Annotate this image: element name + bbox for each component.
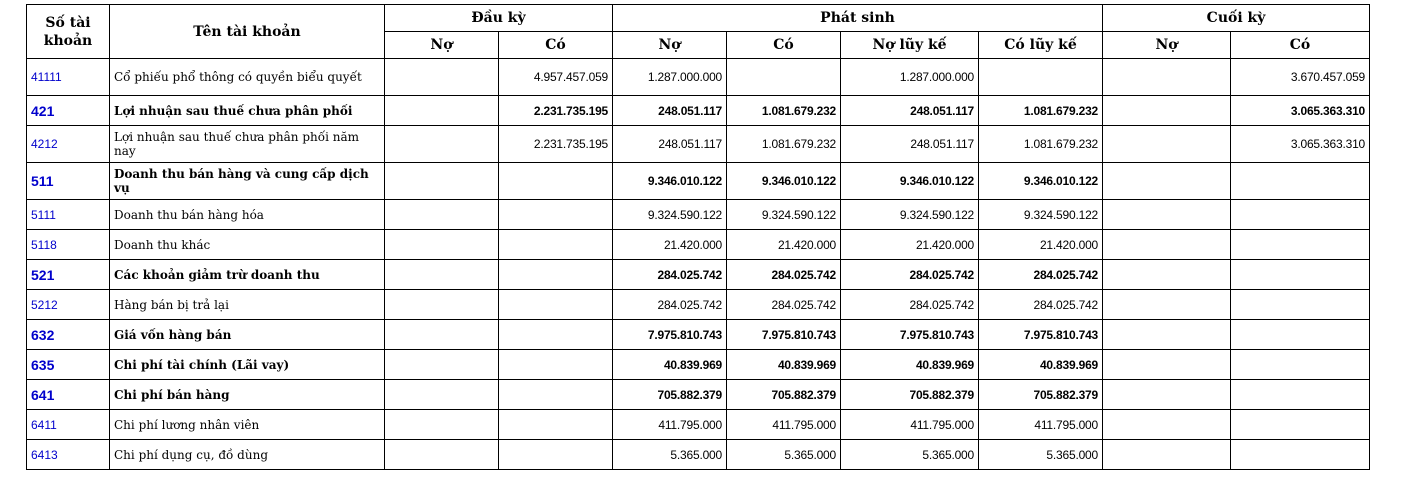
account-code-link[interactable]: 6411 bbox=[27, 410, 110, 440]
amount-cell-ck-co: 3.065.363.310 bbox=[1231, 126, 1370, 163]
table-row bbox=[27, 380, 1370, 410]
table-row bbox=[27, 260, 1370, 290]
amount-cell-dk-no bbox=[385, 410, 499, 440]
amount-cell-ck-no bbox=[1103, 126, 1231, 163]
amount-cell-lk-co: 411.795.000 bbox=[979, 410, 1103, 440]
amount-cell-ps-no: 248.051.117 bbox=[613, 96, 727, 126]
header-closing-credit: Có bbox=[1231, 32, 1370, 59]
header-opening-credit: Có bbox=[499, 32, 613, 59]
amount-cell-ps-co: 40.839.969 bbox=[727, 350, 841, 380]
amount-cell-dk-co bbox=[499, 260, 613, 290]
table-row bbox=[27, 163, 1370, 200]
account-name: Doanh thu bán hàng hóa bbox=[110, 200, 385, 230]
header-account-name: Tên tài khoản bbox=[110, 5, 385, 59]
amount-cell-ck-no bbox=[1103, 440, 1231, 470]
amount-cell-dk-no bbox=[385, 96, 499, 126]
amount-cell-lk-co bbox=[979, 59, 1103, 96]
amount-cell-dk-co bbox=[499, 290, 613, 320]
amount-cell-ps-no: 9.346.010.122 bbox=[613, 163, 727, 200]
amount-cell-ck-no bbox=[1103, 163, 1231, 200]
table-row bbox=[27, 126, 1370, 163]
header-closing-debit: Nợ bbox=[1103, 32, 1231, 59]
amount-cell-ps-no: 411.795.000 bbox=[613, 410, 727, 440]
amount-cell-lk-co: 284.025.742 bbox=[979, 260, 1103, 290]
amount-cell-lk-no: 248.051.117 bbox=[841, 126, 979, 163]
header-cumulative-debit: Nợ lũy kế bbox=[841, 32, 979, 59]
amount-cell-dk-no bbox=[385, 200, 499, 230]
account-name: Doanh thu khác bbox=[110, 230, 385, 260]
amount-cell-lk-no: 411.795.000 bbox=[841, 410, 979, 440]
amount-cell-lk-no: 5.365.000 bbox=[841, 440, 979, 470]
amount-cell-ps-co: 411.795.000 bbox=[727, 410, 841, 440]
amount-cell-ck-co bbox=[1231, 440, 1370, 470]
amount-cell-ps-co: 21.420.000 bbox=[727, 230, 841, 260]
header-opening-debit: Nợ bbox=[385, 32, 499, 59]
amount-cell-ps-co: 1.081.679.232 bbox=[727, 126, 841, 163]
amount-cell-dk-no bbox=[385, 320, 499, 350]
amount-cell-ck-no bbox=[1103, 380, 1231, 410]
amount-cell-lk-no: 284.025.742 bbox=[841, 290, 979, 320]
account-code-link[interactable]: 41111 bbox=[27, 59, 110, 96]
amount-cell-lk-no: 705.882.379 bbox=[841, 380, 979, 410]
amount-cell-lk-no: 284.025.742 bbox=[841, 260, 979, 290]
account-code-link[interactable]: 635 bbox=[27, 350, 110, 380]
amount-cell-dk-no bbox=[385, 163, 499, 200]
account-name: Chi phí lương nhân viên bbox=[110, 410, 385, 440]
amount-cell-ps-co: 5.365.000 bbox=[727, 440, 841, 470]
amount-cell-dk-co bbox=[499, 410, 613, 440]
table-row bbox=[27, 410, 1370, 440]
account-name: Lợi nhuận sau thuế chưa phân phối năm nay bbox=[110, 126, 385, 163]
amount-cell-lk-co: 21.420.000 bbox=[979, 230, 1103, 260]
table-row bbox=[27, 290, 1370, 320]
amount-cell-ps-co: 7.975.810.743 bbox=[727, 320, 841, 350]
account-name: Doanh thu bán hàng và cung cấp dịch vụ bbox=[110, 163, 385, 200]
amount-cell-ps-no: 705.882.379 bbox=[613, 380, 727, 410]
amount-cell-ps-no: 5.365.000 bbox=[613, 440, 727, 470]
amount-cell-ck-co bbox=[1231, 380, 1370, 410]
amount-cell-ps-co: 705.882.379 bbox=[727, 380, 841, 410]
amount-cell-ps-no: 21.420.000 bbox=[613, 230, 727, 260]
amount-cell-ck-no bbox=[1103, 290, 1231, 320]
amount-cell-dk-no bbox=[385, 230, 499, 260]
amount-cell-ps-no: 248.051.117 bbox=[613, 126, 727, 163]
amount-cell-dk-co bbox=[499, 350, 613, 380]
account-name: Chi phí tài chính (Lãi vay) bbox=[110, 350, 385, 380]
amount-cell-lk-no: 40.839.969 bbox=[841, 350, 979, 380]
amount-cell-lk-no: 21.420.000 bbox=[841, 230, 979, 260]
amount-cell-ps-co: 284.025.742 bbox=[727, 260, 841, 290]
account-code-link[interactable]: 511 bbox=[27, 163, 110, 200]
header-closing: Cuối kỳ bbox=[1103, 5, 1370, 32]
amount-cell-dk-co bbox=[499, 320, 613, 350]
amount-cell-lk-no: 7.975.810.743 bbox=[841, 320, 979, 350]
amount-cell-dk-co bbox=[499, 380, 613, 410]
table-row bbox=[27, 230, 1370, 260]
amount-cell-dk-co: 2.231.735.195 bbox=[499, 126, 613, 163]
amount-cell-lk-no: 9.346.010.122 bbox=[841, 163, 979, 200]
amount-cell-ck-no bbox=[1103, 200, 1231, 230]
amount-cell-ck-co: 3.065.363.310 bbox=[1231, 96, 1370, 126]
account-name: Các khoản giảm trừ doanh thu bbox=[110, 260, 385, 290]
amount-cell-lk-co: 40.839.969 bbox=[979, 350, 1103, 380]
amount-cell-ck-co bbox=[1231, 230, 1370, 260]
amount-cell-dk-co bbox=[499, 163, 613, 200]
amount-cell-lk-no: 9.324.590.122 bbox=[841, 200, 979, 230]
amount-cell-ps-no: 284.025.742 bbox=[613, 290, 727, 320]
amount-cell-lk-co: 5.365.000 bbox=[979, 440, 1103, 470]
amount-cell-dk-no bbox=[385, 440, 499, 470]
account-code-link[interactable]: 5118 bbox=[27, 230, 110, 260]
amount-cell-ck-co bbox=[1231, 320, 1370, 350]
amount-cell-lk-co: 1.081.679.232 bbox=[979, 96, 1103, 126]
account-name: Lợi nhuận sau thuế chưa phân phối bbox=[110, 96, 385, 126]
trial-balance-table bbox=[26, 4, 1370, 470]
header-opening: Đầu kỳ bbox=[385, 5, 613, 32]
account-code-link[interactable]: 5111 bbox=[27, 200, 110, 230]
amount-cell-dk-no bbox=[385, 59, 499, 96]
amount-cell-ps-no: 1.287.000.000 bbox=[613, 59, 727, 96]
amount-cell-ps-co: 9.346.010.122 bbox=[727, 163, 841, 200]
amount-cell-ps-no: 9.324.590.122 bbox=[613, 200, 727, 230]
amount-cell-dk-co: 4.957.457.059 bbox=[499, 59, 613, 96]
amount-cell-ck-no bbox=[1103, 230, 1231, 260]
amount-cell-dk-co bbox=[499, 230, 613, 260]
table-body bbox=[27, 59, 1370, 470]
amount-cell-dk-no bbox=[385, 290, 499, 320]
table-row bbox=[27, 200, 1370, 230]
amount-cell-dk-co bbox=[499, 440, 613, 470]
amount-cell-lk-no: 248.051.117 bbox=[841, 96, 979, 126]
header-movement: Phát sinh bbox=[613, 5, 1103, 32]
amount-cell-ps-no: 7.975.810.743 bbox=[613, 320, 727, 350]
account-name: Hàng bán bị trả lại bbox=[110, 290, 385, 320]
amount-cell-ck-no bbox=[1103, 350, 1231, 380]
amount-cell-ps-co bbox=[727, 59, 841, 96]
amount-cell-lk-co: 9.346.010.122 bbox=[979, 163, 1103, 200]
amount-cell-ck-co: 3.670.457.059 bbox=[1231, 59, 1370, 96]
amount-cell-ps-co: 9.324.590.122 bbox=[727, 200, 841, 230]
amount-cell-ck-co bbox=[1231, 290, 1370, 320]
account-code-link[interactable]: 521 bbox=[27, 260, 110, 290]
amount-cell-dk-no bbox=[385, 260, 499, 290]
account-code-link[interactable]: 632 bbox=[27, 320, 110, 350]
amount-cell-lk-co: 1.081.679.232 bbox=[979, 126, 1103, 163]
amount-cell-ck-co bbox=[1231, 163, 1370, 200]
amount-cell-lk-no: 1.287.000.000 bbox=[841, 59, 979, 96]
header-movement-debit: Nợ bbox=[613, 32, 727, 59]
amount-cell-ck-co bbox=[1231, 350, 1370, 380]
header-account-number: Số tài khoản bbox=[27, 5, 110, 59]
account-name: Cổ phiếu phổ thông có quyền biểu quyết bbox=[110, 59, 385, 96]
amount-cell-ck-co bbox=[1231, 410, 1370, 440]
amount-cell-ps-co: 284.025.742 bbox=[727, 290, 841, 320]
account-name: Giá vốn hàng bán bbox=[110, 320, 385, 350]
table-row bbox=[27, 440, 1370, 470]
table-row bbox=[27, 59, 1370, 96]
amount-cell-ck-no bbox=[1103, 410, 1231, 440]
amount-cell-ck-no bbox=[1103, 96, 1231, 126]
amount-cell-dk-no bbox=[385, 126, 499, 163]
amount-cell-lk-co: 705.882.379 bbox=[979, 380, 1103, 410]
amount-cell-lk-co: 284.025.742 bbox=[979, 290, 1103, 320]
amount-cell-ck-no bbox=[1103, 59, 1231, 96]
account-name: Chi phí dụng cụ, đồ dùng bbox=[110, 440, 385, 470]
table-row bbox=[27, 350, 1370, 380]
amount-cell-ck-no bbox=[1103, 320, 1231, 350]
account-code-link[interactable]: 5212 bbox=[27, 290, 110, 320]
table-row bbox=[27, 96, 1370, 126]
amount-cell-dk-co bbox=[499, 200, 613, 230]
amount-cell-ck-co bbox=[1231, 200, 1370, 230]
header-cumulative-credit: Có lũy kế bbox=[979, 32, 1103, 59]
amount-cell-ps-no: 284.025.742 bbox=[613, 260, 727, 290]
account-code-link[interactable]: 641 bbox=[27, 380, 110, 410]
account-code-link[interactable]: 6413 bbox=[27, 440, 110, 470]
amount-cell-dk-no bbox=[385, 380, 499, 410]
account-name: Chi phí bán hàng bbox=[110, 380, 385, 410]
account-code-link[interactable]: 4212 bbox=[27, 126, 110, 163]
amount-cell-ps-co: 1.081.679.232 bbox=[727, 96, 841, 126]
amount-cell-lk-co: 9.324.590.122 bbox=[979, 200, 1103, 230]
amount-cell-ck-no bbox=[1103, 260, 1231, 290]
amount-cell-ck-co bbox=[1231, 260, 1370, 290]
amount-cell-lk-co: 7.975.810.743 bbox=[979, 320, 1103, 350]
table-row bbox=[27, 320, 1370, 350]
amount-cell-dk-co: 2.231.735.195 bbox=[499, 96, 613, 126]
amount-cell-ps-no: 40.839.969 bbox=[613, 350, 727, 380]
header-movement-credit: Có bbox=[727, 32, 841, 59]
amount-cell-dk-no bbox=[385, 350, 499, 380]
account-code-link[interactable]: 421 bbox=[27, 96, 110, 126]
